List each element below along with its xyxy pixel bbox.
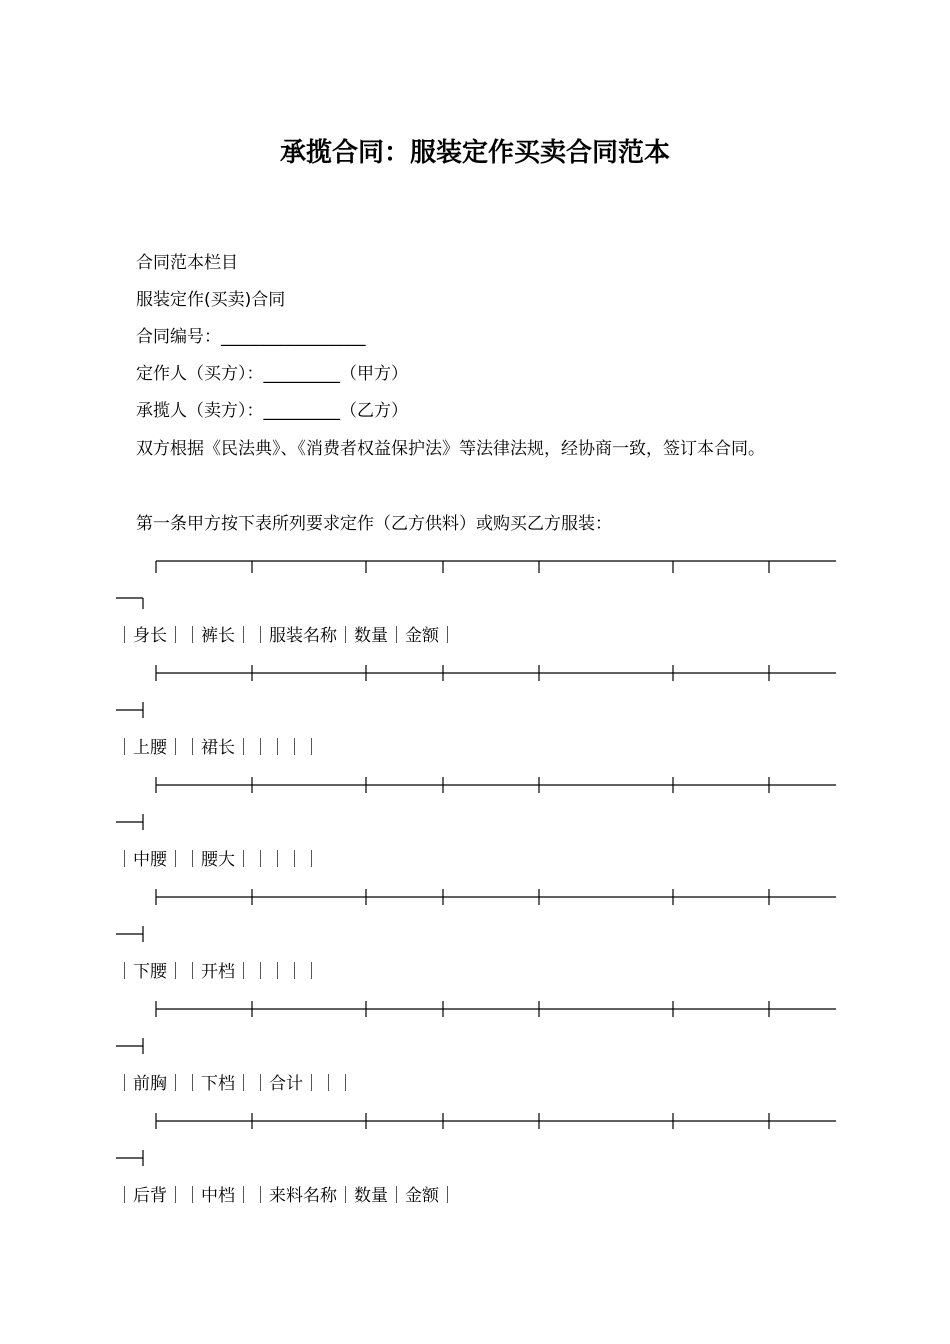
contract-number-field: 合同编号：_________________ (136, 327, 366, 347)
table-border-top (116, 553, 836, 613)
table-row-separator (116, 889, 836, 949)
table-row-separator (116, 665, 836, 725)
table-row: ｜后背｜｜中档｜｜来料名称｜数量｜金额｜ (116, 1186, 456, 1206)
intro-paragraph: 双方根据《民法典》、《消费者权益保护法》等法律法规，经协商一致，签订本合同。 (136, 439, 765, 459)
table-row-separator (116, 777, 836, 837)
table-row-separator (116, 1001, 836, 1061)
buyer-field: 定作人（买方）：_________（甲方） (136, 364, 408, 384)
article-1-heading: 第一条甲方按下表所列要求定作（乙方供料）或购买乙方服装： (136, 514, 612, 534)
contract-name: 服装定作(买卖)合同 (136, 290, 286, 310)
section-label: 合同范本栏目 (136, 253, 238, 273)
table-row: ｜中腰｜｜腰大｜｜｜｜｜ (116, 850, 320, 870)
document-title: 承揽合同：服装定作买卖合同范本 (279, 138, 670, 168)
table-row: ｜上腰｜｜裙长｜｜｜｜｜ (116, 738, 320, 758)
table-row: ｜下腰｜｜开档｜｜｜｜｜ (116, 962, 320, 982)
table-row: ｜前胸｜｜下档｜｜合计｜｜｜ (116, 1074, 354, 1094)
table-row: ｜身长｜｜裤长｜｜服装名称｜数量｜金额｜ (116, 626, 456, 646)
table-row-separator (116, 1113, 836, 1173)
seller-field: 承揽人（卖方）：_________（乙方） (136, 401, 408, 421)
